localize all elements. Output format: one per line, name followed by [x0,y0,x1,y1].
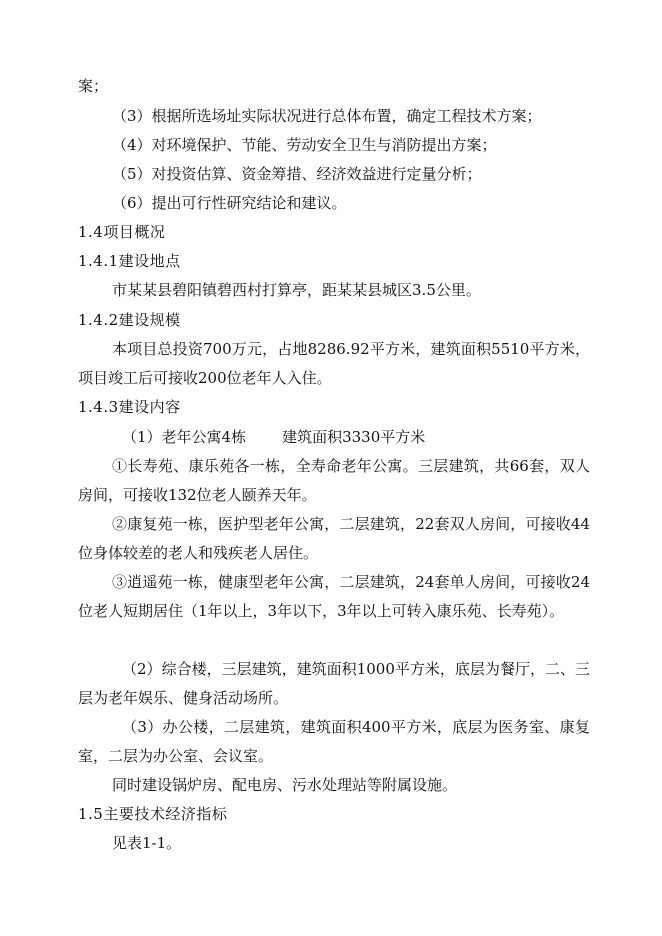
section-heading-1-5: 1.5主要技术经济指标 [78,805,228,823]
section-heading-1-4: 1.4项目概况 [78,223,166,241]
list-item-4: （4）对环境保护、节能、劳动安全卫生与消防提出方案； [112,136,497,154]
paragraph-continuation: 案； [78,77,109,95]
content-subitem-1: ①长寿苑、康乐苑各一栋，全寿命老年公寓。三层建筑，共66套，双人房间，可接收132位老人颐养天年。 [78,457,590,504]
content-item-3: （3）办公楼，二层建筑，建筑面积400平方米，底层为医务室、康复室，二层为办公室、会议室。 [78,718,590,765]
content-item-1-label: （1）老年公寓4栋 [122,428,247,446]
content-subitem-2: ②康复苑一栋，医护型老年公寓，二层建筑，22套双人房间，可接收44位身体较差的老人和残疾老人居住。 [78,515,590,562]
content-item-1-area: 建筑面积3330平方米 [282,428,426,446]
ancillary-facilities-text: 同时建设锅炉房、配电房、污水处理站等附属设施。 [112,776,458,794]
list-item-3: （3）根据所选场址实际状况进行总体布置，确定工程技术方案； [112,107,542,125]
location-text: 市某某县碧阳镇碧西村打算亭，距某某县城区3.5公里。 [112,281,481,299]
content-subitem-3: ③逍遥苑一栋，健康型老年公寓，二层建筑，24套单人房间，可接收24位老人短期居住（1年以上，3年以下，3年以上可转入康乐苑、长寿苑）。 [78,573,590,620]
table-reference-text: 见表1-1。 [112,834,182,852]
section-heading-1-4-1: 1.4.1建设地点 [78,252,181,270]
section-heading-1-4-2: 1.4.2建设规模 [78,311,181,329]
scale-text: 本项目总投资700万元，占地8286.92平方米，建筑面积5510平方米，项目竣工后可接收200位老年人入住。 [78,340,590,387]
section-heading-1-4-3: 1.4.3建设内容 [78,398,181,416]
content-item-1 [78,423,590,452]
content-item-2: （2）综合楼，三层建筑，建筑面积1000平方米，底层为餐厅，二、三层为老年娱乐、健身活动场所。 [78,660,590,707]
list-item-6: （6）提出可行性研究结论和建议。 [112,194,347,212]
list-item-5: （5）对投资估算、资金筹措、经济效益进行定量分析； [112,165,482,183]
